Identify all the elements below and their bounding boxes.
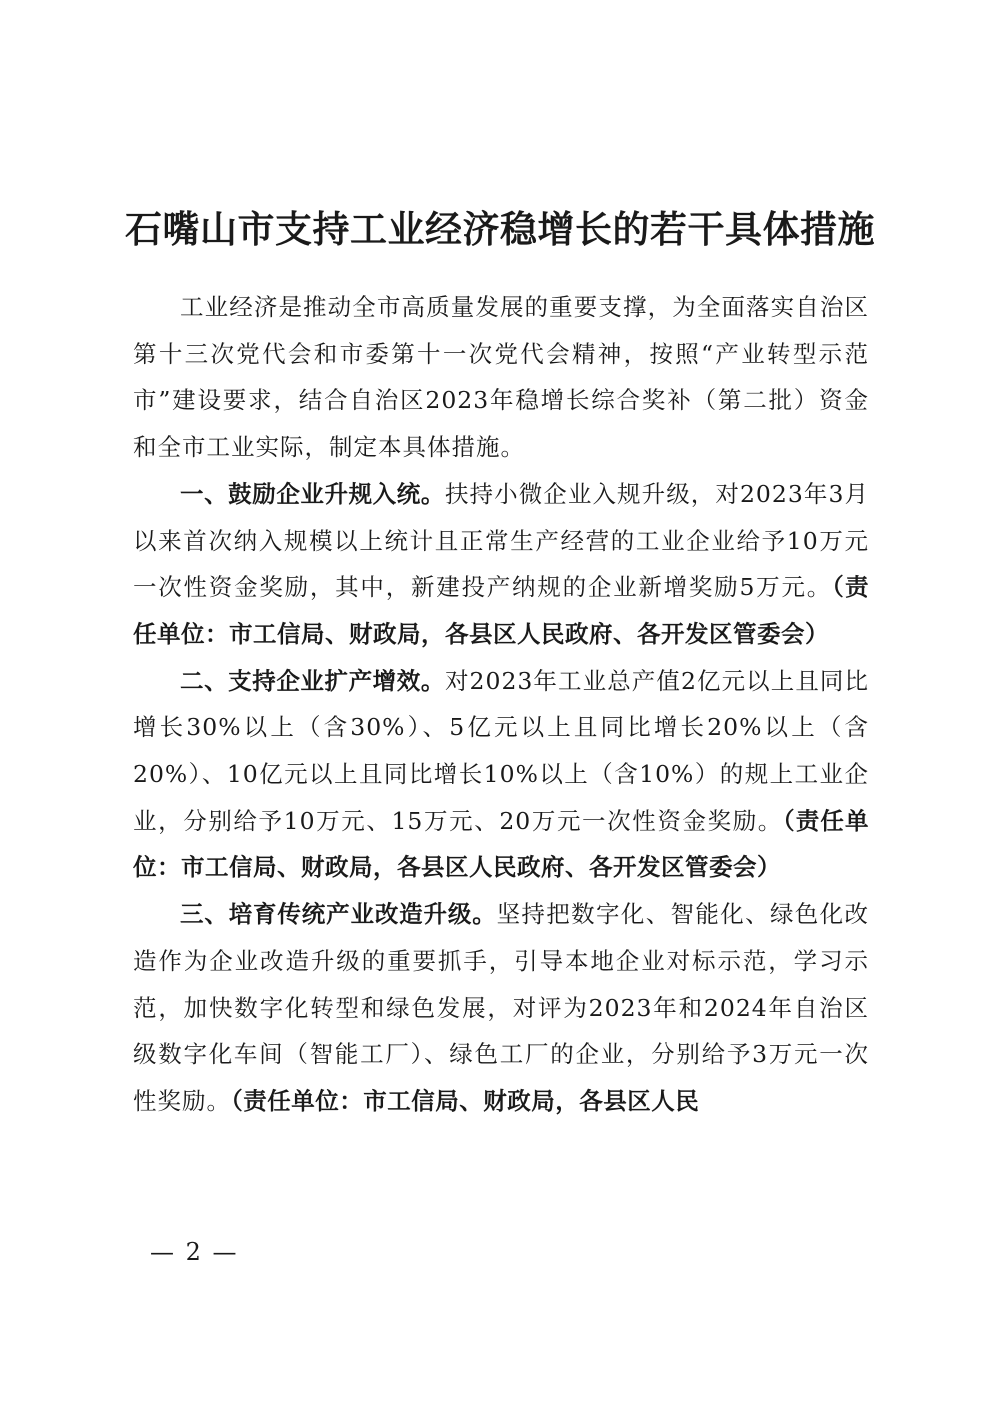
intro-paragraph: 工业经济是推动全市高质量发展的重要支撑，为全面落实自治区第十三次党代会和市委第十一次党代会精神，按照“产业转型示范市”建设要求，结合自治区2023年稳增长综合奖补（第二批）资金和全市工业实际，制定本具体措施。 <box>133 293 869 462</box>
section-paragraph-2 <box>133 658 869 892</box>
section-text-2: 对2023年工业总产值2亿元以上且同比增长30%以上（含30%）、5亿元以上且同比增长20%以上（含20%）、10亿元以上且同比增长10%以上（含10%）的规上工业企业，分别给予10万元、15万元、20万元一次性资金奖励。 <box>133 666 869 835</box>
document-title: 石嘴山市支持工业经济稳增长的若干具体措施 <box>125 206 875 251</box>
section-responsibility-3: （责任单位：市工信局、财政局，各县区人民 <box>231 1086 700 1115</box>
section-paragraph-1 <box>133 471 869 658</box>
section-heading-1: 一、鼓励企业升规入统。 <box>180 479 445 508</box>
section-heading-2: 二、支持企业扩产增效。 <box>180 666 445 695</box>
section-paragraph-3 <box>133 891 869 1125</box>
page-number: — 2 — <box>150 1238 239 1266</box>
section-responsibility-1: （责任单位：市工信局、财政局，各县区人民政府、各开发区管委会） <box>133 573 870 648</box>
document-body <box>133 284 869 1125</box>
section-responsibility-2: （责任单位：市工信局、财政局，各县区人民政府、各开发区管委会） <box>133 806 869 882</box>
section-heading-3: 三、培育传统产业改造升级。 <box>180 900 497 929</box>
section-text-1: 扶持小微企业入规升级，对2023年3月以来首次纳入规模以上统计且正常生产经营的工业企业给予10万元一次性资金奖励，其中，新建投产纳规的企业新增奖励5万元。 <box>133 479 869 602</box>
section-text-3: 坚持把数字化、智能化、绿色化改造作为企业改造升级的重要抓手，引导本地企业对标示范，学习示范，加快数字化转型和绿色发展，对评为2023年和2024年自治区级数字化车间（智能工厂）、绿色工厂的企业，分别给予3万元一次性奖励。 <box>133 900 870 1115</box>
